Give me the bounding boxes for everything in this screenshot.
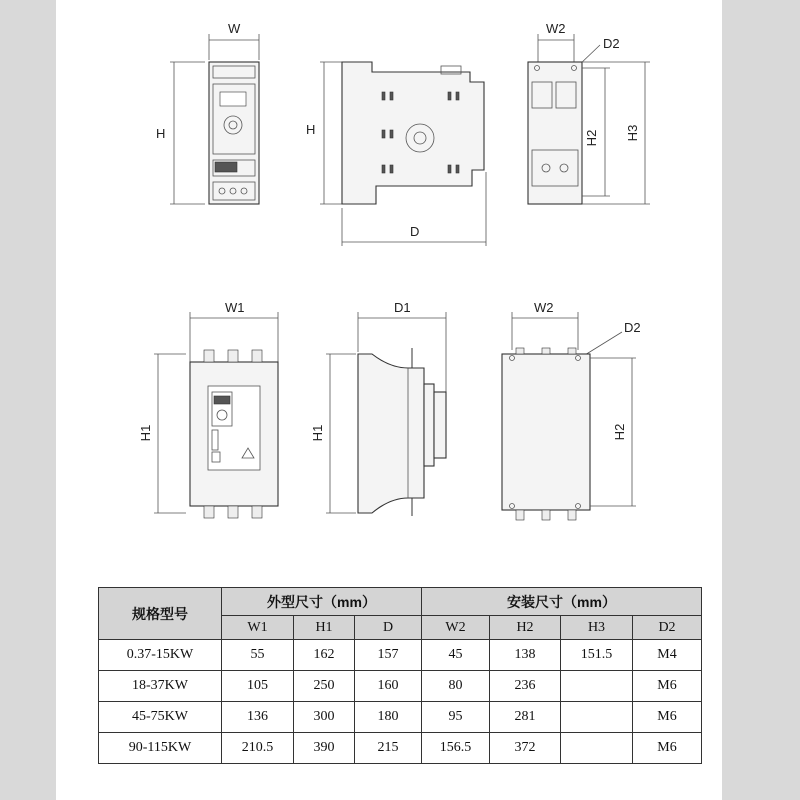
front-view-large	[138, 300, 278, 518]
table-cell	[561, 733, 633, 764]
back-view-large	[502, 300, 641, 520]
table-cell: 80	[422, 671, 490, 702]
table-cell: 95	[422, 702, 490, 733]
table-cell	[561, 671, 633, 702]
table-cell: M6	[633, 702, 702, 733]
column-header: D2	[633, 616, 702, 640]
table-cell: 372	[490, 733, 561, 764]
back-view-small	[528, 21, 650, 204]
model-cell: 0.37-15KW	[99, 640, 222, 671]
dim-label-h1: H1	[138, 424, 153, 442]
table-cell: M4	[633, 640, 702, 671]
dim-label-d1: D1	[394, 300, 411, 315]
model-cell: 45-75KW	[99, 702, 222, 733]
table-cell: 138	[490, 640, 561, 671]
model-cell: 18-37KW	[99, 671, 222, 702]
table-cell: 210.5	[222, 733, 294, 764]
front-view-small	[156, 21, 259, 204]
dimension-table	[98, 587, 702, 764]
table-cell: 300	[294, 702, 355, 733]
dim-label-d2-large: D2	[624, 320, 641, 335]
table-row	[99, 671, 702, 702]
table-cell: 151.5	[561, 640, 633, 671]
side-view-small	[306, 62, 486, 246]
side-view-large	[310, 300, 446, 516]
table-cell: 215	[355, 733, 422, 764]
dim-label-h3: H3	[625, 124, 640, 142]
table-cell: M6	[633, 733, 702, 764]
table-cell: 390	[294, 733, 355, 764]
model-header: 规格型号	[99, 588, 222, 640]
column-header: W1	[222, 616, 294, 640]
table-cell: 250	[294, 671, 355, 702]
table-cell: 157	[355, 640, 422, 671]
table-cell	[561, 702, 633, 733]
table-cell: 105	[222, 671, 294, 702]
table-cell: 162	[294, 640, 355, 671]
table-row	[99, 733, 702, 764]
install-size-header: 安装尺寸（mm）	[422, 588, 702, 616]
unit-body	[209, 62, 259, 204]
outer-size-header: 外型尺寸（mm）	[222, 588, 422, 616]
dim-label-w2: W2	[546, 21, 566, 36]
dim-label-d: D	[410, 224, 420, 239]
table-cell: 156.5	[422, 733, 490, 764]
table-cell: 45	[422, 640, 490, 671]
column-header: W2	[422, 616, 490, 640]
table-cell: 281	[490, 702, 561, 733]
dim-label-h1-side: H1	[310, 424, 325, 442]
column-header: H1	[294, 616, 355, 640]
column-header: D	[355, 616, 422, 640]
dim-label-w: W	[228, 21, 241, 36]
model-cell: 90-115KW	[99, 733, 222, 764]
dim-label-w2-large: W2	[534, 300, 554, 315]
table-row	[99, 702, 702, 733]
dim-label-d2: D2	[603, 36, 620, 51]
table-cell: 180	[355, 702, 422, 733]
table-cell: 136	[222, 702, 294, 733]
dim-label-h-side: H	[306, 122, 316, 137]
table-cell: M6	[633, 671, 702, 702]
column-header: H2	[490, 616, 561, 640]
dim-label-h2: H2	[584, 129, 599, 147]
dim-label-w1: W1	[225, 300, 245, 315]
table-cell: 236	[490, 671, 561, 702]
dim-label-h2-large: H2	[612, 423, 627, 441]
table-cell: 55	[222, 640, 294, 671]
table-cell: 160	[355, 671, 422, 702]
dim-label-h: H	[156, 126, 166, 141]
table-row	[99, 640, 702, 671]
column-header: H3	[561, 616, 633, 640]
